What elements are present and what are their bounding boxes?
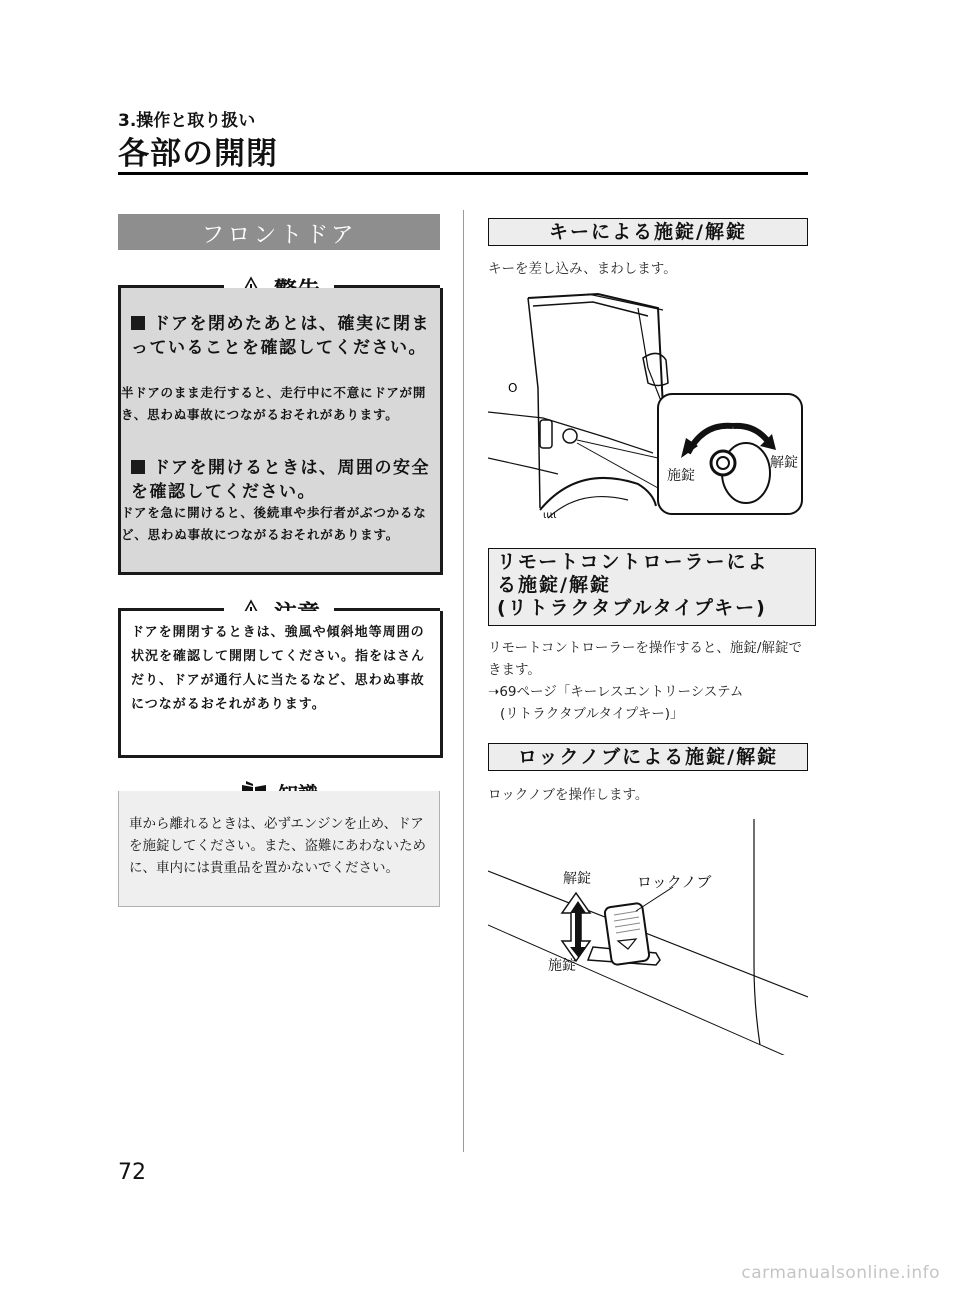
warning-item2-body: ドアを急に開けると、後続車や歩行者がぶつかるなど、思わぬ事故につながるおそれがあります。 [121, 505, 427, 542]
knob-label: ロックノブ [637, 873, 712, 891]
caution-body: ドアを開閉するときは、強風や傾斜地等周囲の状況を確認して開閉してください。指をはさんだり、ドアが通行人に当たるなど、思わぬ事故につながるおそれがあります。 [131, 625, 426, 712]
knob-section-heading: ロックノブによる施錠/解錠 [488, 743, 808, 771]
page-title: 各部の開閉 [118, 136, 278, 172]
key-unlock-label: 解錠 [770, 455, 798, 471]
warning-item2-heading: ドアを開けるときは、周囲の安全を確認してください。 [131, 458, 430, 502]
remote-section-body: リモートコントローラーを操作すると、施錠/解錠できます。 [488, 640, 802, 678]
caution-box [118, 611, 443, 758]
knob-lock-label: 施錠 [548, 958, 576, 974]
svg-text:ιιιι: ιιιι [543, 510, 557, 521]
key-lock-illustration [488, 288, 808, 528]
key-section-body: キーを差し込み、まわします。 [488, 261, 677, 277]
header-rule [118, 172, 808, 175]
watermark: carmanualsonline.info [741, 1263, 940, 1283]
bullet-square-icon [131, 460, 145, 474]
svg-text:O: O [508, 381, 518, 395]
remote-section-heading: リモートコントローラーによ る施錠/解錠 (リトラクタブルタイプキー) [488, 548, 816, 626]
knob-section-body: ロックノブを操作します。 [488, 787, 649, 803]
knob-unlock-label: 解錠 [563, 871, 591, 887]
key-lock-label: 施錠 [667, 468, 695, 484]
lock-knob-illustration [488, 815, 808, 1055]
bullet-square-icon [131, 316, 145, 330]
front-door-heading: フロントドア [118, 214, 440, 250]
page-number: 72 [118, 1160, 146, 1185]
chapter-label: 3.操作と取り扱い [118, 111, 256, 131]
column-divider [463, 210, 464, 1152]
remote-section-ref[interactable]: ➝69ページ「キーレスエントリーシステム (リトラクタブルタイプキー)」 [488, 684, 744, 722]
warning-item1-body: 半ドアのまま走行すると、走行中に不意にドアが開き、思わぬ事故につながるおそれがあります。 [121, 385, 427, 422]
info-body: 車から離れるときは、必ずエンジンを止め、ドアを施錠してください。また、盗難にあわないために、車内には貴重品を置かないでください。 [129, 816, 426, 876]
key-section-heading: キーによる施錠/解錠 [488, 218, 808, 246]
info-box [118, 791, 440, 907]
arrow-right-icon: ➝ [488, 684, 500, 700]
warning-item1-heading: ドアを閉めたあとは、確実に閉まっていることを確認してください。 [131, 314, 430, 358]
warning-box [118, 288, 443, 575]
